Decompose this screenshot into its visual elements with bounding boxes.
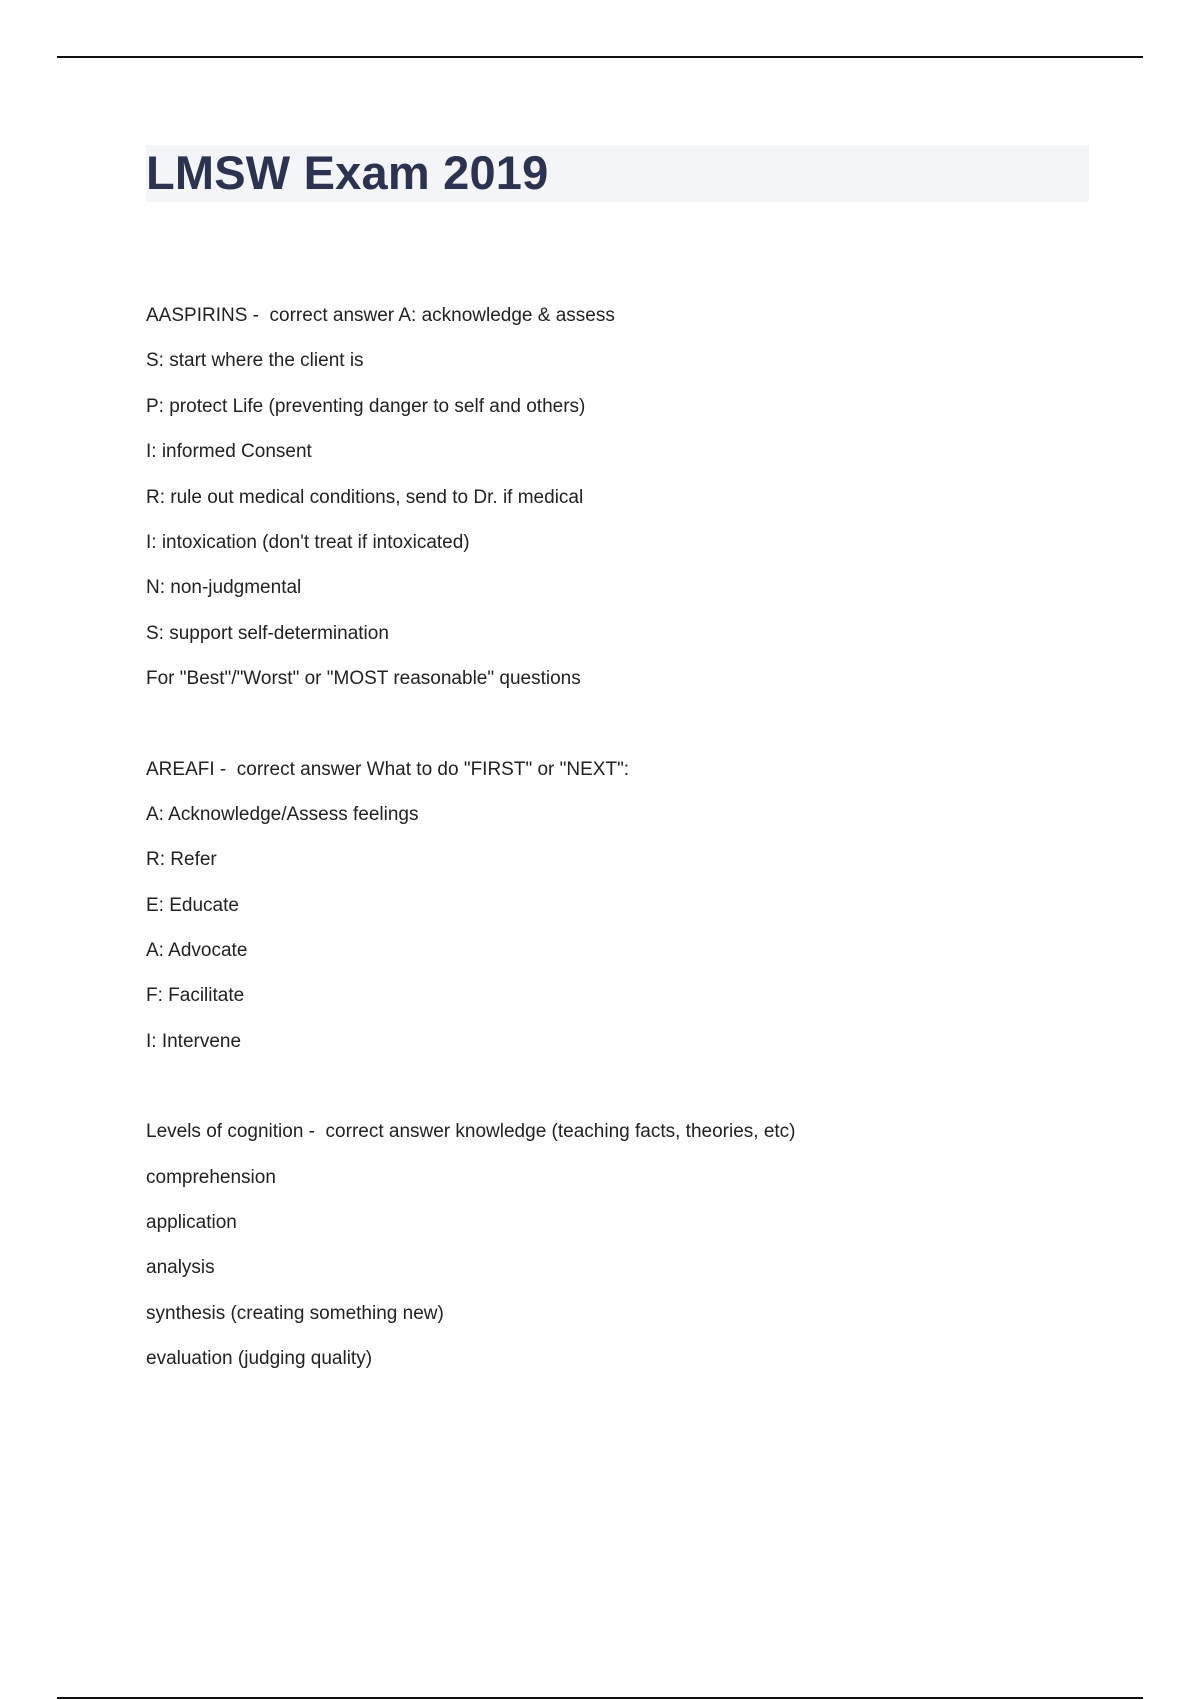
text-line: application xyxy=(146,1212,237,1234)
flashcard-areafi xyxy=(146,747,1106,1065)
text-line: AASPIRINS - correct answer A: acknowledge & assess xyxy=(146,305,615,326)
text-line: evaluation (judging quality) xyxy=(146,1348,373,1370)
text-line: synthesis (creating something new) xyxy=(146,1302,444,1324)
text-line: P: protect Life (preventing danger to self and others) xyxy=(146,395,586,417)
text-line: F: Facilitate xyxy=(146,985,245,1007)
text-line: comprehension xyxy=(146,1166,276,1188)
text-line: AREAFI - correct answer What to do "FIRST" or "NEXT": xyxy=(146,758,630,780)
text-line: A: Advocate xyxy=(146,940,248,962)
text-line: I: intoxication (don't treat if intoxicated) xyxy=(146,531,470,553)
text-line: analysis xyxy=(146,1257,215,1279)
text-line: Levels of cognition - correct answer knowledge (teaching facts, theories, etc) xyxy=(146,1121,796,1143)
text-line: E: Educate xyxy=(146,894,239,916)
header-rule xyxy=(57,56,1143,58)
document-title: LMSW Exam 2019 xyxy=(146,146,549,199)
text-line: R: Refer xyxy=(146,849,217,871)
flashcard-aaspirins xyxy=(146,293,1106,702)
text-line: S: start where the client is xyxy=(146,350,364,372)
footer-rule xyxy=(57,1697,1143,1699)
flashcard-levels-of-cognition xyxy=(146,1109,1106,1381)
text-line: S: support self-determination xyxy=(146,622,389,644)
text-line: A: Acknowledge/Assess feelings xyxy=(146,803,419,825)
text-line: For "Best"/"Worst" or "MOST reasonable" questions xyxy=(146,668,581,690)
text-line: N: non-judgmental xyxy=(146,577,302,599)
text-line: I: informed Consent xyxy=(146,441,312,463)
text-line: R: rule out medical conditions, send to Dr. if medical xyxy=(146,486,584,508)
text-line: I: Intervene xyxy=(146,1030,242,1052)
document-body xyxy=(146,293,1106,1427)
